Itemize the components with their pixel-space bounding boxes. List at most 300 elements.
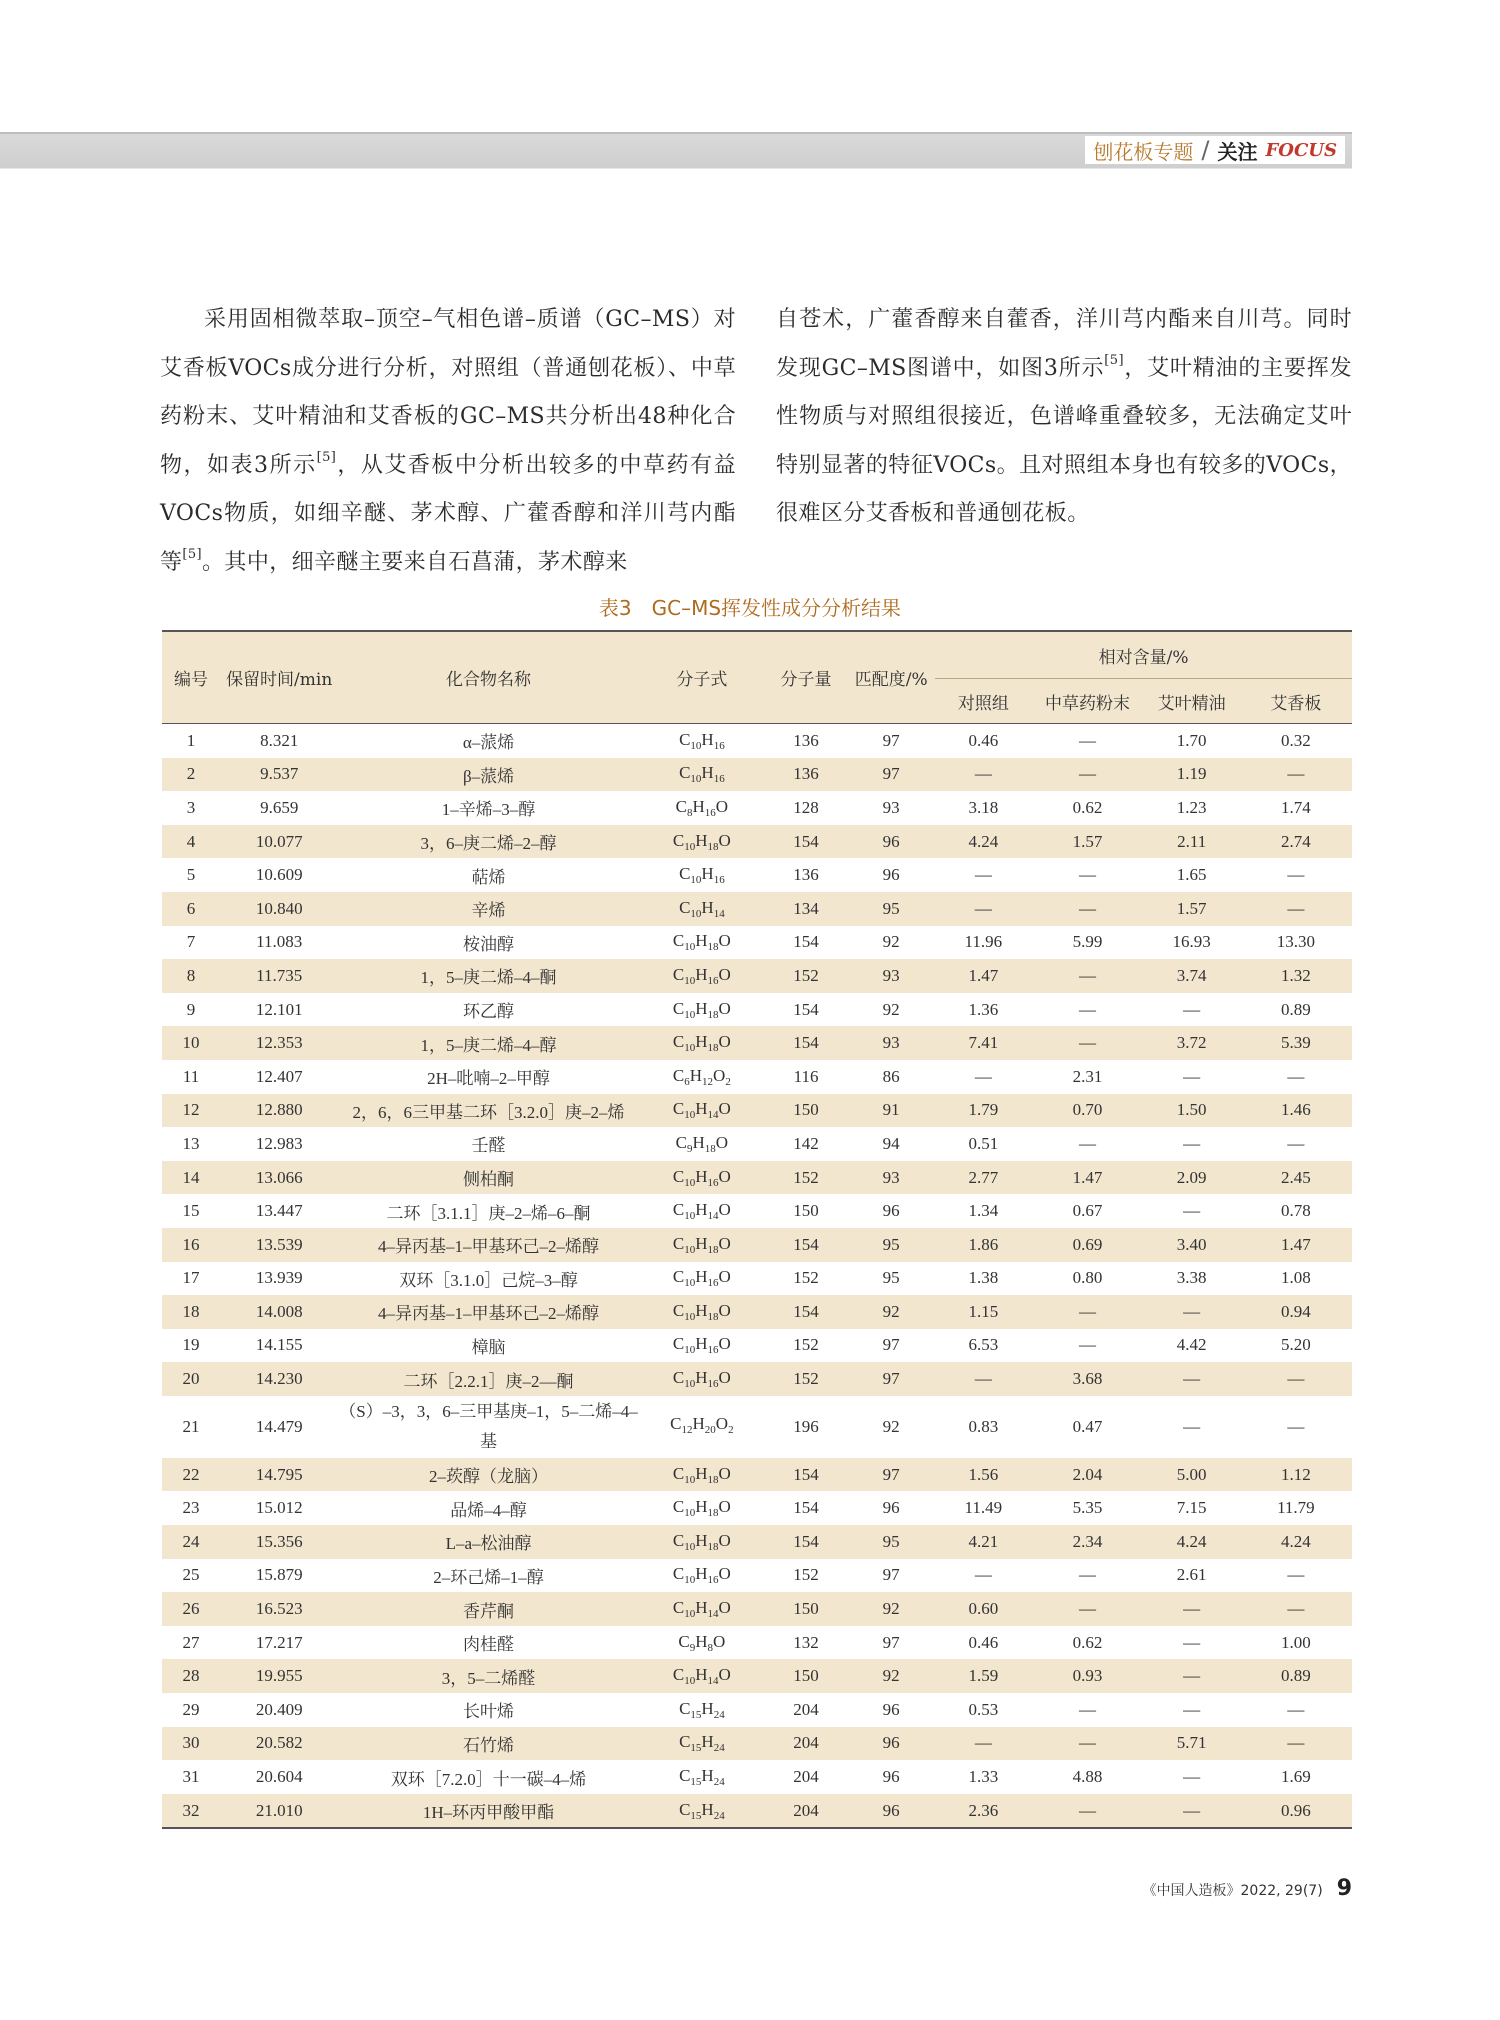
cell-control: — bbox=[974, 865, 992, 885]
cell-formula bbox=[639, 724, 765, 758]
cell-herb: 0.93 bbox=[1031, 1659, 1143, 1693]
cell-mw: 196 bbox=[793, 1416, 819, 1436]
cell-match: 97 bbox=[882, 1565, 900, 1585]
cell-board: — bbox=[1287, 865, 1305, 885]
formula-subscript: 10 bbox=[684, 1277, 696, 1290]
header-match: 匹配度/% bbox=[847, 631, 935, 724]
cell-oil: 1.23 bbox=[1176, 797, 1207, 817]
cell-no: 8 bbox=[162, 959, 220, 993]
cell-control: 0.60 bbox=[935, 1592, 1031, 1626]
formula-subscript: 16 bbox=[707, 1574, 719, 1587]
formula-element: H bbox=[695, 1099, 708, 1119]
cell-no: 21 bbox=[182, 1416, 200, 1436]
formula-subscript: 10 bbox=[684, 974, 696, 987]
cell-herb: 2.31 bbox=[1072, 1066, 1103, 1086]
cell-oil: 3.40 bbox=[1144, 1228, 1240, 1262]
formula-subscript: 10 bbox=[684, 1042, 696, 1055]
cell-match: 92 bbox=[847, 1295, 935, 1329]
cell-retention-time: 15.879 bbox=[255, 1565, 303, 1585]
cell-herb: 2.04 bbox=[1031, 1458, 1143, 1492]
cell-retention-time: 13.066 bbox=[220, 1161, 338, 1195]
formula-subscript: 10 bbox=[684, 1210, 696, 1223]
cell-retention-time: 12.983 bbox=[255, 1133, 303, 1153]
cell-match: 96 bbox=[882, 1498, 900, 1518]
cell-compound: L–a–松油醇 bbox=[338, 1525, 639, 1559]
formula-subscript: 8 bbox=[707, 1641, 714, 1654]
cell-formula bbox=[639, 1727, 765, 1761]
formula-element: O bbox=[718, 1497, 731, 1517]
formula-element: H bbox=[695, 1200, 708, 1220]
cell-oil: — bbox=[1183, 1632, 1201, 1652]
formula-element: C bbox=[679, 864, 691, 884]
cell-board: — bbox=[1240, 892, 1352, 926]
cell-board: 1.32 bbox=[1240, 959, 1352, 993]
formula-subscript: 16 bbox=[707, 1344, 719, 1357]
cell-no: 17 bbox=[182, 1268, 200, 1288]
formula-subscript: 8 bbox=[687, 806, 693, 819]
cell-no: 28 bbox=[162, 1659, 220, 1693]
formula-subscript: 10 bbox=[684, 1008, 696, 1021]
cell-control: 1.36 bbox=[968, 999, 999, 1019]
cell-mw: 154 bbox=[765, 1228, 847, 1262]
cell-board: 1.46 bbox=[1240, 1094, 1352, 1128]
cell-match: 96 bbox=[847, 825, 935, 859]
formula-element: O bbox=[718, 1665, 731, 1685]
cell-mw: 116 bbox=[793, 1066, 819, 1086]
cell-mw: 152 bbox=[793, 1565, 819, 1585]
formula-subscript: 16 bbox=[713, 773, 725, 786]
cell-mw: 154 bbox=[765, 1026, 847, 1060]
cell-oil: 1.65 bbox=[1176, 865, 1207, 885]
cell-compound: β–蒎烯 bbox=[338, 758, 639, 792]
cell-formula bbox=[639, 926, 765, 960]
formula-subscript: 16 bbox=[707, 1277, 719, 1290]
cell-control: 0.51 bbox=[968, 1133, 999, 1153]
cell-formula bbox=[639, 1329, 765, 1363]
cell-board: — bbox=[1287, 1066, 1305, 1086]
cell-compound: 肉桂醛 bbox=[463, 1635, 515, 1655]
cell-oil: 1.70 bbox=[1176, 730, 1207, 750]
cell-compound: 1–辛烯–3–醇 bbox=[441, 800, 536, 820]
table-row bbox=[162, 993, 1352, 1027]
formula-subscript: 18 bbox=[704, 1142, 716, 1155]
formula-subscript: 2 bbox=[725, 1075, 731, 1088]
cell-no: 10 bbox=[162, 1026, 220, 1060]
table-title: 表3 GC–MS挥发性成分分析结果 bbox=[598, 596, 902, 620]
cell-retention-time: 12.880 bbox=[220, 1094, 338, 1128]
results-table bbox=[162, 630, 1352, 1829]
cell-match: 97 bbox=[847, 1362, 935, 1396]
table-row bbox=[162, 1127, 1352, 1161]
formula-element: C bbox=[678, 1631, 690, 1651]
formula-element: H bbox=[695, 998, 708, 1018]
cell-no: 14 bbox=[162, 1161, 220, 1195]
formula-element: H bbox=[695, 830, 708, 850]
cell-control: 6.53 bbox=[968, 1335, 999, 1355]
cell-oil: 3.38 bbox=[1176, 1268, 1207, 1288]
page-number: 9 bbox=[1336, 1876, 1352, 1901]
formula-element: C bbox=[679, 1766, 691, 1786]
cell-mw: 152 bbox=[765, 1362, 847, 1396]
cell-no: 20 bbox=[162, 1362, 220, 1396]
cell-herb: — bbox=[1079, 1133, 1096, 1153]
cell-retention-time: 20.409 bbox=[255, 1699, 303, 1719]
cell-oil: 2.11 bbox=[1144, 825, 1240, 859]
cell-mw: 142 bbox=[793, 1133, 819, 1153]
cell-no: 13 bbox=[182, 1133, 200, 1153]
cell-formula bbox=[639, 993, 765, 1027]
cell-control: 11.96 bbox=[964, 932, 1003, 952]
table-row bbox=[162, 1491, 1352, 1525]
formula-subscript: 18 bbox=[707, 1507, 719, 1520]
cell-retention-time: 12.101 bbox=[255, 999, 303, 1019]
formula-subscript: 16 bbox=[707, 1176, 719, 1189]
formula-element: C bbox=[672, 1032, 685, 1052]
formula-subscript: 18 bbox=[707, 1310, 719, 1323]
cell-herb: — bbox=[1079, 730, 1096, 750]
cell-oil: — bbox=[1183, 1416, 1201, 1436]
text-span: ，艾叶精油的主要挥发性物质与对照组很接近，色谱峰重叠较多，无法确定艾叶特别显著的特征VOCs。且对照组本身也有较多的VOCs，很难区分艾香板和普通刨花板。 bbox=[776, 355, 1352, 526]
formula-subscript: 24 bbox=[713, 1809, 725, 1822]
cell-board: 0.78 bbox=[1281, 1201, 1311, 1221]
cell-compound: 3，5–二烯醛 bbox=[338, 1659, 639, 1693]
cell-board: 1.69 bbox=[1281, 1767, 1311, 1787]
table-row bbox=[162, 724, 1352, 758]
table-row bbox=[162, 926, 1352, 960]
table-row bbox=[162, 1161, 1352, 1195]
cell-oil: — bbox=[1144, 1295, 1240, 1329]
cell-compound: 1，5–庚二烯–4–醇 bbox=[338, 1026, 639, 1060]
formula-element: C bbox=[675, 796, 688, 816]
table-row bbox=[162, 1362, 1352, 1396]
formula-element: C bbox=[675, 1132, 688, 1152]
cell-oil: — bbox=[1144, 1659, 1240, 1693]
formula-element: C bbox=[672, 1300, 685, 1320]
cell-formula bbox=[639, 1396, 765, 1458]
cell-oil: — bbox=[1144, 1794, 1240, 1829]
cell-match: 96 bbox=[882, 1201, 900, 1221]
cell-compound: 香芹酮 bbox=[338, 1592, 639, 1626]
cell-board: 1.12 bbox=[1240, 1458, 1352, 1492]
cell-formula bbox=[639, 1262, 765, 1296]
cell-control: 1.15 bbox=[935, 1295, 1031, 1329]
citation: [5] bbox=[182, 546, 203, 562]
cell-herb: 0.62 bbox=[1072, 797, 1103, 817]
cell-retention-time: 16.523 bbox=[220, 1592, 338, 1626]
cell-board: 4.24 bbox=[1240, 1525, 1352, 1559]
cell-compound: α–蒎烯 bbox=[462, 733, 515, 753]
journal-citation: 《中国人造板》2022, 29(7) bbox=[1142, 1883, 1323, 1899]
header-relative-content: 相对含量/% bbox=[935, 631, 1352, 679]
formula-subscript: 18 bbox=[707, 1473, 719, 1486]
table-row bbox=[162, 1295, 1352, 1329]
cell-formula bbox=[639, 825, 765, 859]
cell-board: — bbox=[1240, 1727, 1352, 1761]
formula-subscript: 2 bbox=[728, 1423, 734, 1436]
cell-board: — bbox=[1240, 758, 1352, 792]
cell-herb: 0.62 bbox=[1072, 1632, 1103, 1652]
topic-label: 刨花板专题 bbox=[1093, 139, 1194, 164]
formula-element: H bbox=[695, 1233, 708, 1253]
cell-retention-time: 10.840 bbox=[220, 892, 338, 926]
cell-retention-time: 12.407 bbox=[255, 1066, 303, 1086]
cell-retention-time: 15.356 bbox=[220, 1525, 338, 1559]
formula-subscript: 15 bbox=[690, 1809, 702, 1822]
cell-formula bbox=[639, 1026, 765, 1060]
header-retention-time: 保留时间/min bbox=[220, 631, 338, 724]
cell-board: 2.45 bbox=[1240, 1161, 1352, 1195]
formula-element: C bbox=[672, 1233, 685, 1253]
cell-herb: 1.47 bbox=[1031, 1161, 1143, 1195]
cell-board: 0.89 bbox=[1281, 999, 1311, 1019]
cell-compound: 2–莰醇（龙脑） bbox=[338, 1458, 639, 1492]
formula-element: O bbox=[718, 1200, 731, 1220]
formula-element: C bbox=[672, 1065, 685, 1085]
cell-board: 1.08 bbox=[1281, 1268, 1311, 1288]
formula-element: O bbox=[718, 1233, 731, 1253]
cell-retention-time: 14.155 bbox=[255, 1335, 303, 1355]
cell-no: 29 bbox=[182, 1699, 200, 1719]
table-row bbox=[162, 1060, 1352, 1094]
header-herb: 中草药粉末 bbox=[1031, 679, 1143, 724]
cell-match: 96 bbox=[882, 1699, 900, 1719]
cell-control: — bbox=[974, 1565, 992, 1585]
formula-subscript: 10 bbox=[684, 1378, 696, 1391]
formula-element: H bbox=[701, 1766, 714, 1786]
cell-no: 27 bbox=[182, 1632, 200, 1652]
cell-retention-time: 12.353 bbox=[220, 1026, 338, 1060]
cell-board: 13.30 bbox=[1276, 932, 1315, 952]
table-row bbox=[162, 791, 1352, 825]
left-column bbox=[160, 296, 736, 587]
formula-element: H bbox=[695, 1631, 708, 1651]
cell-board: 1.00 bbox=[1281, 1632, 1311, 1652]
cell-compound: 二环［3.1.1］庚–2–烯–6–酮 bbox=[386, 1203, 591, 1223]
formula-subscript: 16 bbox=[704, 806, 716, 819]
formula-subscript: 10 bbox=[690, 739, 702, 752]
cell-herb: 2.34 bbox=[1031, 1525, 1143, 1559]
cell-formula bbox=[639, 1127, 765, 1161]
formula-element: H bbox=[692, 1413, 705, 1433]
cell-match: 97 bbox=[882, 1632, 900, 1652]
cell-no: 12 bbox=[162, 1094, 220, 1128]
formula-element: H bbox=[695, 1368, 708, 1388]
cell-no: 7 bbox=[186, 932, 196, 952]
formula-element: C bbox=[672, 1598, 685, 1618]
cell-mw: 128 bbox=[793, 797, 819, 817]
cell-no: 23 bbox=[182, 1498, 200, 1518]
cell-control: 2.77 bbox=[935, 1161, 1031, 1195]
cell-oil: 2.61 bbox=[1176, 1565, 1207, 1585]
cell-herb: — bbox=[1031, 959, 1143, 993]
cell-match: 96 bbox=[882, 1767, 900, 1787]
cell-match: 97 bbox=[882, 1335, 900, 1355]
cell-board: 0.32 bbox=[1281, 730, 1311, 750]
formula-element: C bbox=[672, 1368, 685, 1388]
cell-herb: — bbox=[1079, 1335, 1096, 1355]
formula-subscript: 9 bbox=[687, 1142, 693, 1155]
header-board: 艾香板 bbox=[1240, 679, 1352, 724]
formula-element: H bbox=[701, 864, 714, 884]
cell-board: — bbox=[1287, 1565, 1305, 1585]
formula-subscript: 10 bbox=[684, 1507, 696, 1520]
table-row bbox=[162, 1727, 1352, 1761]
cell-match: 95 bbox=[847, 892, 935, 926]
formula-element: H bbox=[695, 931, 708, 951]
cell-compound: 萜烯 bbox=[471, 867, 506, 887]
cell-mw: 204 bbox=[793, 1699, 819, 1719]
cell-no: 4 bbox=[162, 825, 220, 859]
cell-board: 5.20 bbox=[1281, 1335, 1311, 1355]
formula-subscript: 16 bbox=[707, 974, 719, 987]
table-row bbox=[162, 1525, 1352, 1559]
cell-no: 5 bbox=[186, 865, 196, 885]
formula-element: O bbox=[718, 1463, 731, 1483]
header-formula: 分子式 bbox=[639, 631, 765, 724]
cell-herb: 0.70 bbox=[1031, 1094, 1143, 1128]
cell-control: 1.59 bbox=[935, 1659, 1031, 1693]
cell-retention-time: 10.609 bbox=[255, 865, 303, 885]
cell-oil: 1.19 bbox=[1144, 758, 1240, 792]
cell-formula bbox=[639, 1525, 765, 1559]
cell-herb: 0.80 bbox=[1072, 1268, 1103, 1288]
formula-element: O bbox=[715, 1413, 729, 1433]
table-row bbox=[162, 1659, 1352, 1693]
formula-element: H bbox=[695, 1032, 708, 1052]
cell-retention-time: 13.539 bbox=[220, 1228, 338, 1262]
cell-compound: 1，5–庚二烯–4–酮 bbox=[338, 959, 639, 993]
formula-element: H bbox=[701, 897, 714, 917]
cell-compound: 环乙醇 bbox=[463, 1002, 515, 1022]
cell-herb: 1.57 bbox=[1031, 825, 1143, 859]
cell-board: — bbox=[1240, 1592, 1352, 1626]
cell-herb: 0.67 bbox=[1072, 1201, 1103, 1221]
cell-control: 0.53 bbox=[968, 1699, 999, 1719]
cell-mw: 152 bbox=[793, 1335, 819, 1355]
formula-element: H bbox=[695, 1334, 708, 1354]
formula-subscript: 16 bbox=[713, 739, 725, 752]
cell-formula bbox=[639, 1794, 765, 1829]
cell-mw: 154 bbox=[793, 999, 819, 1019]
cell-control: 4.24 bbox=[935, 825, 1031, 859]
cell-compound: 双环［3.1.0］己烷–3–醇 bbox=[399, 1270, 578, 1290]
formula-subscript: 18 bbox=[707, 840, 719, 853]
cell-control: 1.56 bbox=[935, 1458, 1031, 1492]
cell-mw: 150 bbox=[793, 1201, 819, 1221]
table-row bbox=[162, 1760, 1352, 1794]
formula-element: H bbox=[695, 1497, 708, 1517]
cell-mw: 136 bbox=[793, 865, 819, 885]
formula-element: H bbox=[695, 1598, 708, 1618]
formula-element: H bbox=[701, 763, 714, 783]
cell-formula bbox=[639, 959, 765, 993]
formula-element: H bbox=[701, 1698, 714, 1718]
table-row bbox=[162, 1794, 1352, 1829]
cell-board: 11.79 bbox=[1277, 1498, 1315, 1518]
cell-no: 2 bbox=[162, 758, 220, 792]
cell-formula bbox=[639, 1161, 765, 1195]
cell-board: 0.96 bbox=[1240, 1794, 1352, 1829]
formula-subscript: 10 bbox=[684, 1540, 696, 1553]
formula-subscript: 16 bbox=[707, 1378, 719, 1391]
cell-oil: — bbox=[1144, 1362, 1240, 1396]
cell-oil: — bbox=[1183, 1699, 1201, 1719]
cell-match: 92 bbox=[847, 1659, 935, 1693]
cell-control: 2.36 bbox=[935, 1794, 1031, 1829]
cell-formula bbox=[639, 892, 765, 926]
formula-subscript: 18 bbox=[707, 1540, 719, 1553]
cell-oil: — bbox=[1183, 1066, 1201, 1086]
cell-board: — bbox=[1287, 1133, 1305, 1153]
formula-element: O bbox=[718, 998, 731, 1018]
cell-formula bbox=[639, 858, 765, 892]
cell-oil: 5.71 bbox=[1144, 1727, 1240, 1761]
cell-no: 18 bbox=[162, 1295, 220, 1329]
cell-compound: 双环［7.2.0］十一碳–4–烯 bbox=[390, 1769, 587, 1789]
formula-element: C bbox=[672, 1334, 685, 1354]
cell-oil: 3.74 bbox=[1144, 959, 1240, 993]
cell-board: — bbox=[1287, 1699, 1305, 1719]
table-row bbox=[162, 1396, 1352, 1458]
cell-herb: 4.88 bbox=[1072, 1767, 1103, 1787]
table-row bbox=[162, 1626, 1352, 1660]
cell-no: 15 bbox=[182, 1201, 200, 1221]
cell-mw: 204 bbox=[765, 1727, 847, 1761]
formula-element: H bbox=[695, 1166, 708, 1186]
cell-compound: 樟脑 bbox=[471, 1337, 506, 1357]
formula-subscript: 15 bbox=[690, 1742, 702, 1755]
formula-subscript: 10 bbox=[684, 1176, 696, 1189]
cell-board: — bbox=[1287, 1416, 1305, 1436]
formula-subscript: 6 bbox=[684, 1075, 690, 1088]
formula-element: H bbox=[695, 1267, 708, 1287]
cell-oil: 7.15 bbox=[1176, 1498, 1207, 1518]
cell-control: 1.79 bbox=[935, 1094, 1031, 1128]
cell-herb: 5.35 bbox=[1072, 1498, 1103, 1518]
formula-element: C bbox=[672, 1200, 685, 1220]
cell-formula bbox=[639, 758, 765, 792]
formula-element: O bbox=[715, 1132, 729, 1152]
formula-subscript: 24 bbox=[713, 1742, 725, 1755]
cell-no: 26 bbox=[162, 1592, 220, 1626]
cell-compound: 2–环己烯–1–醇 bbox=[433, 1567, 544, 1587]
cell-retention-time: 17.217 bbox=[255, 1632, 303, 1652]
formula-subscript: 18 bbox=[707, 1243, 719, 1256]
cell-retention-time: 14.008 bbox=[220, 1295, 338, 1329]
formula-subscript: 16 bbox=[713, 874, 725, 887]
cell-no: 24 bbox=[162, 1525, 220, 1559]
cell-retention-time: 9.659 bbox=[260, 797, 299, 817]
focus-label-cn: 关注 bbox=[1217, 139, 1258, 164]
formula-element: O bbox=[718, 1267, 731, 1287]
formula-subscript: 10 bbox=[690, 773, 702, 786]
formula-element: C bbox=[672, 1564, 685, 1584]
cell-mw: 152 bbox=[765, 959, 847, 993]
header-compound: 化合物名称 bbox=[338, 631, 639, 724]
cell-oil: — bbox=[1183, 999, 1201, 1019]
cell-compound: 2，6，6三甲基二环［3.2.0］庚–2–烯 bbox=[338, 1094, 639, 1128]
formula-element: H bbox=[701, 729, 714, 749]
cell-formula bbox=[639, 1693, 765, 1727]
cell-mw: 134 bbox=[765, 892, 847, 926]
formula-element: H bbox=[692, 796, 705, 816]
section-label bbox=[1085, 136, 1345, 164]
cell-herb: — bbox=[1031, 1794, 1143, 1829]
cell-formula bbox=[639, 1094, 765, 1128]
formula-element: C bbox=[670, 1413, 682, 1433]
formula-subscript: 10 bbox=[684, 1243, 696, 1256]
body-text bbox=[160, 296, 1352, 576]
